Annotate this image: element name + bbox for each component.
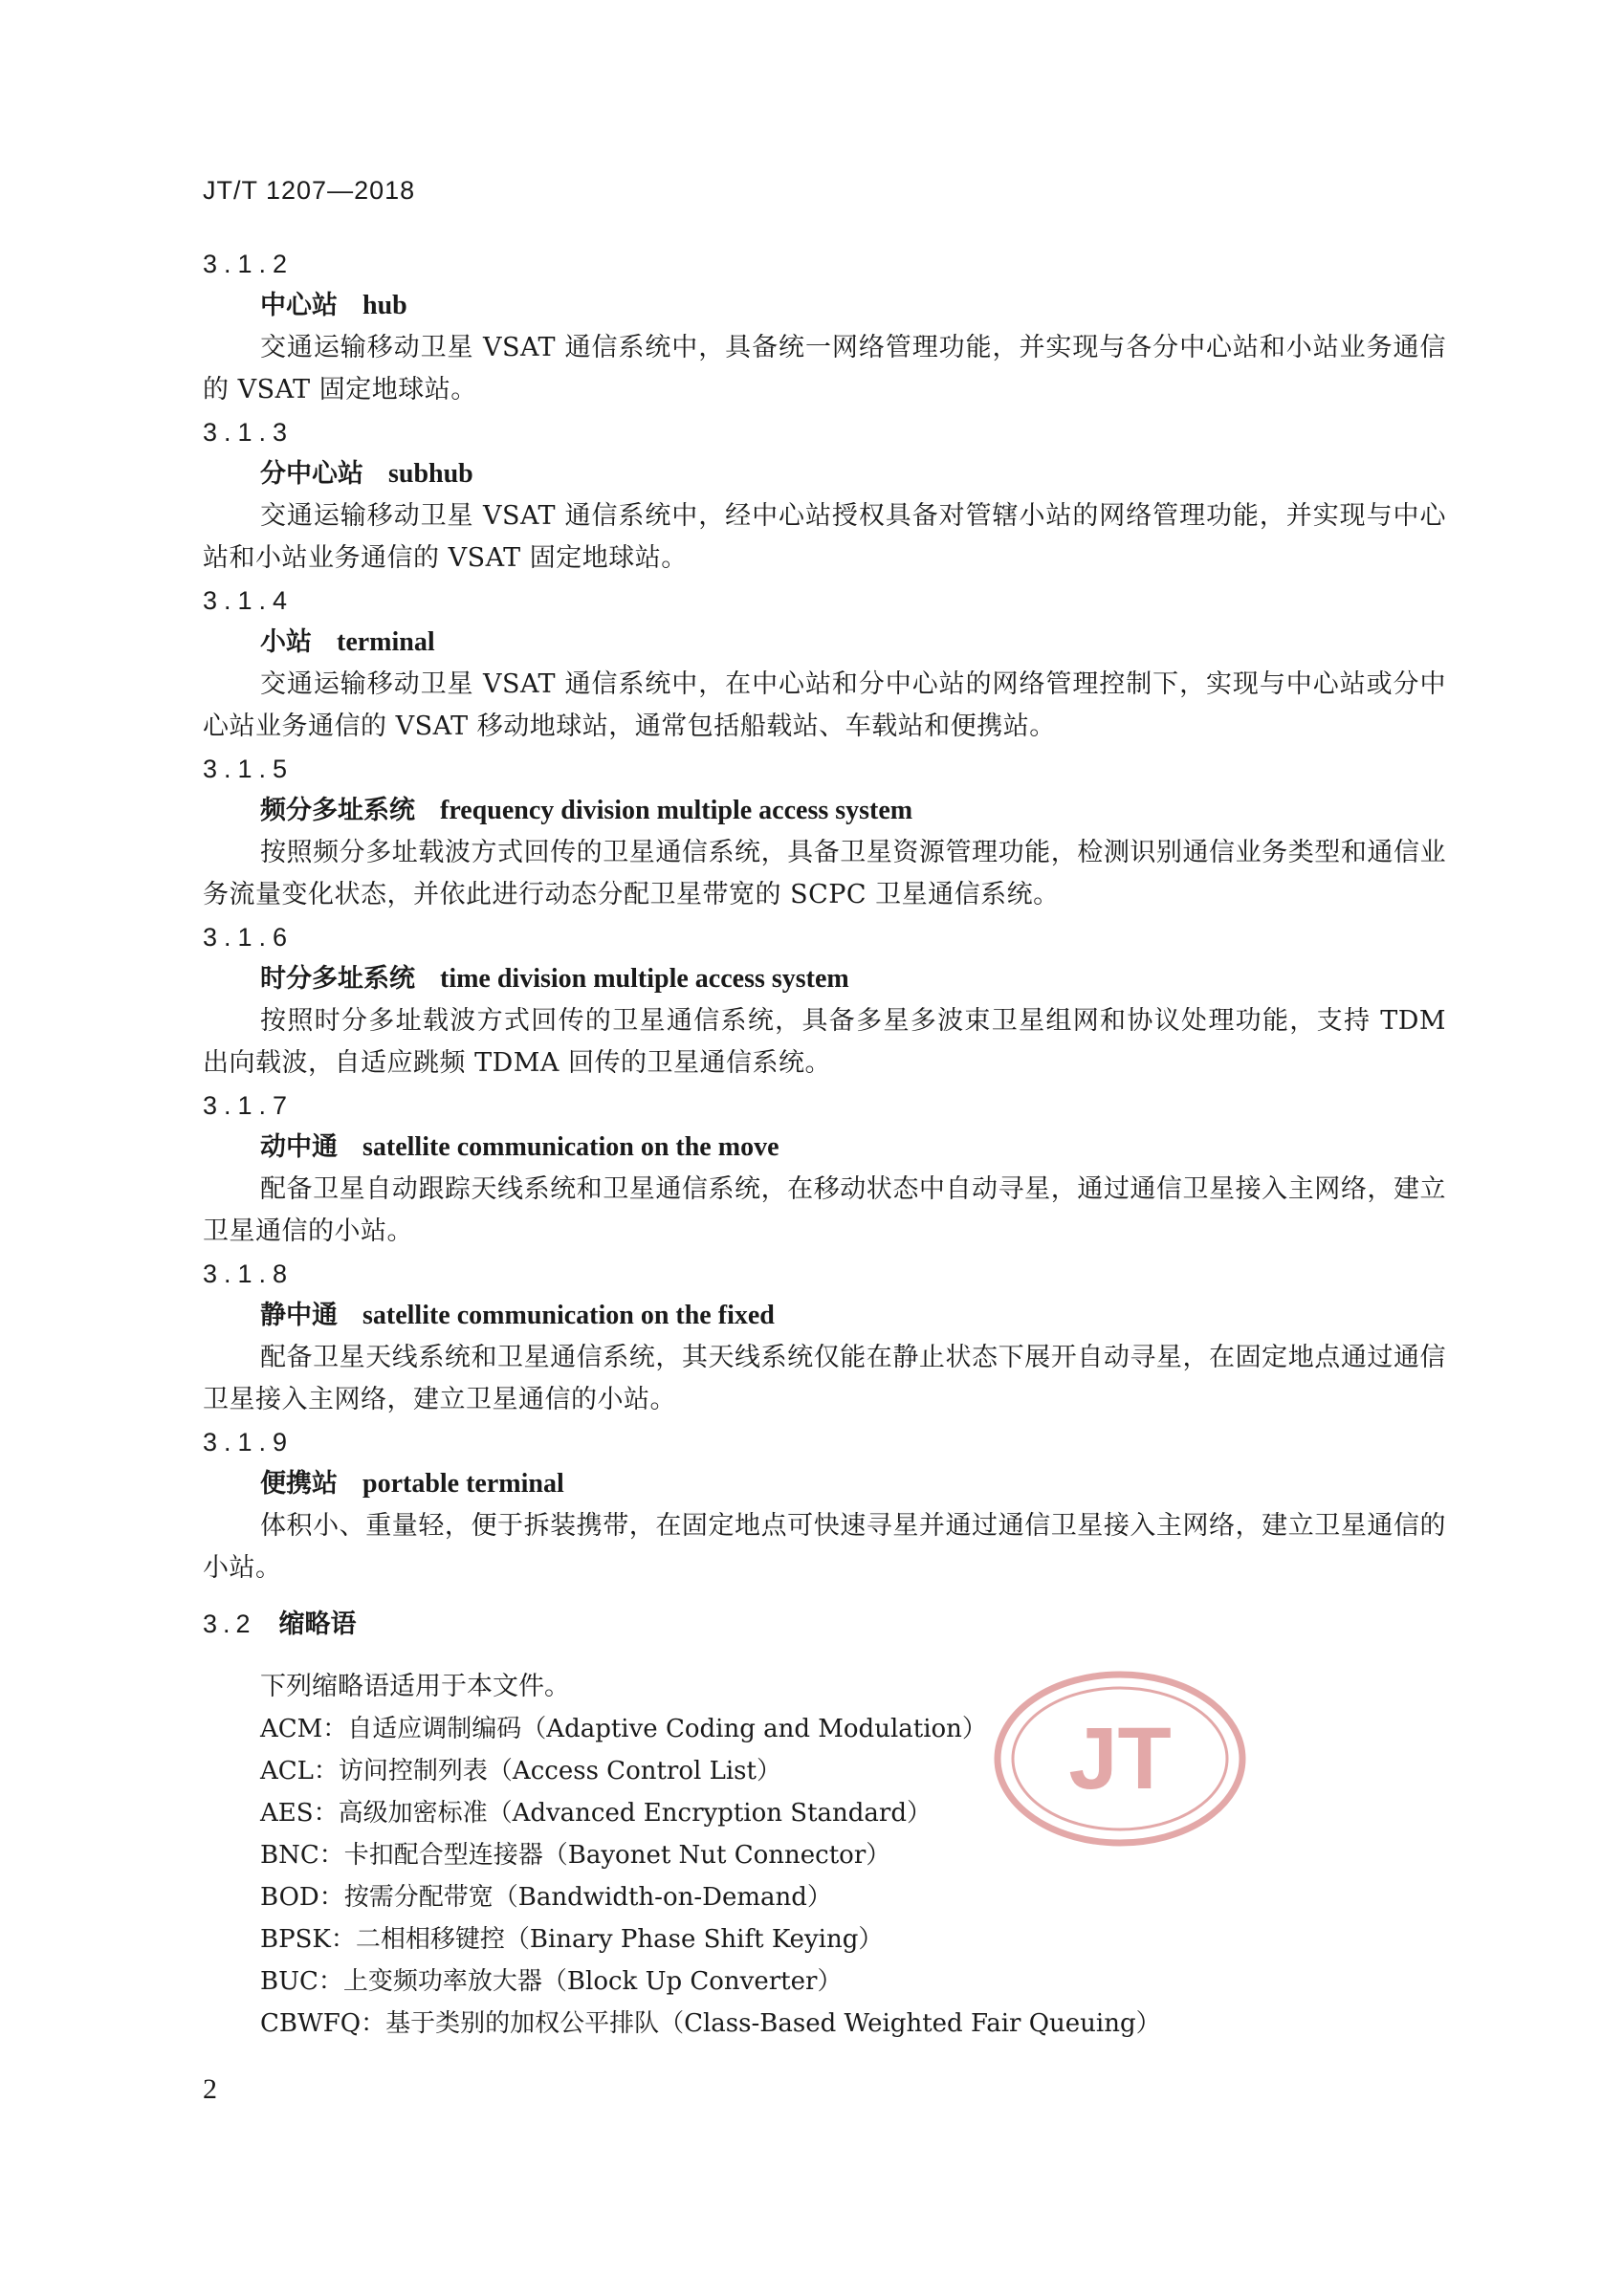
term-number: 3.1.8 bbox=[203, 1259, 295, 1288]
term-heading bbox=[203, 958, 1446, 1000]
terms-list bbox=[203, 243, 1446, 1589]
abbreviation-item: BPSK：二相相移键控（Binary Phase Shift Keying） bbox=[260, 1925, 884, 1954]
term-definition: 体积小、重量轻，便于拆装携带，在固定地点可快速寻星并通过通信卫星接入主网络，建立卫星通信的小站。 bbox=[203, 1511, 1446, 1583]
term-heading bbox=[203, 1127, 1446, 1169]
term-entry bbox=[203, 916, 1446, 1084]
term-heading bbox=[203, 453, 1446, 495]
term-en: hub bbox=[362, 291, 407, 320]
term-definition: 配备卫星自动跟踪天线系统和卫星通信系统，在移动状态中自动寻星，通过通信卫星接入主网络，建立卫星通信的小站。 bbox=[203, 1174, 1446, 1246]
term-entry bbox=[203, 748, 1446, 916]
section-title: 缩略语 bbox=[278, 1610, 357, 1639]
term-number: 3.1.4 bbox=[203, 586, 295, 615]
section-heading bbox=[203, 1603, 1446, 1645]
term-en: satellite communication on the fixed bbox=[362, 1301, 775, 1330]
term-en: portable terminal bbox=[362, 1469, 564, 1499]
term-en: satellite communication on the move bbox=[362, 1132, 779, 1162]
section-intro: 下列缩略语适用于本文件。 bbox=[260, 1672, 570, 1701]
abbreviation-item: BNC：卡扣配合型连接器（Bayonet Nut Connector） bbox=[260, 1841, 891, 1870]
term-heading bbox=[203, 285, 1446, 327]
term-number: 3.1.6 bbox=[203, 923, 295, 952]
page-number: 2 bbox=[203, 2073, 217, 2105]
term-number: 3.1.9 bbox=[203, 1428, 295, 1457]
document-code: JT/T 1207—2018 bbox=[203, 176, 416, 205]
abbreviation-item: BOD：按需分配带宽（Bandwidth-on-Demand） bbox=[260, 1883, 832, 1912]
term-definition: 交通运输移动卫星 VSAT 通信系统中，在中心站和分中心站的网络管理控制下，实现与中心站或分中心站业务通信的 VSAT 移动地球站，通常包括船载站、车载站和便携站。 bbox=[203, 669, 1446, 741]
term-number: 3.1.7 bbox=[203, 1091, 295, 1120]
term-en: terminal bbox=[337, 627, 435, 657]
abbreviation-item: BUC：上变频功率放大器（Block Up Converter） bbox=[260, 1967, 843, 1996]
term-en: subhub bbox=[388, 459, 473, 489]
term-entry bbox=[203, 580, 1446, 748]
term-number: 3.1.2 bbox=[203, 250, 295, 278]
term-zh: 动中通 bbox=[260, 1132, 338, 1162]
term-definition: 交通运输移动卫星 VSAT 通信系统中，具备统一网络管理功能，并实现与各分中心站和小站业务通信的 VSAT 固定地球站。 bbox=[203, 333, 1446, 405]
term-number: 3.1.5 bbox=[203, 755, 295, 783]
term-entry bbox=[203, 1421, 1446, 1589]
abbreviation-item: ACL：访问控制列表（Access Control List） bbox=[260, 1757, 781, 1785]
term-en: time division multiple access system bbox=[440, 964, 849, 994]
term-zh: 频分多址系统 bbox=[260, 796, 415, 825]
term-zh: 静中通 bbox=[260, 1301, 338, 1330]
section-number: 3.2 bbox=[203, 1610, 256, 1638]
term-zh: 分中心站 bbox=[260, 459, 363, 489]
term-definition: 按照频分多址载波方式回传的卫星通信系统，具备卫星资源管理功能，检测识别通信业务类型和通信业务流量变化状态，并依此进行动态分配卫星带宽的 SCPC 卫星通信系统。 bbox=[203, 838, 1446, 909]
term-entry bbox=[203, 1253, 1446, 1421]
term-entry bbox=[203, 243, 1446, 411]
abbreviation-item: ACM：自适应调制编码（Adaptive Coding and Modulation） bbox=[260, 1715, 987, 1743]
term-definition: 按照时分多址载波方式回传的卫星通信系统，具备多星多波束卫星组网和协议处理功能，支持 TDM 出向载波，自适应跳频 TDMA 回传的卫星通信系统。 bbox=[203, 1006, 1446, 1078]
term-entry bbox=[203, 1084, 1446, 1253]
abbreviation-item: AES：高级加密标准（Advanced Encryption Standard） bbox=[260, 1799, 932, 1828]
term-entry bbox=[203, 411, 1446, 580]
term-en: frequency division multiple access system bbox=[440, 796, 913, 825]
stamp-text: JT bbox=[1068, 1710, 1172, 1807]
term-zh: 小站 bbox=[260, 627, 312, 657]
term-definition: 配备卫星天线系统和卫星通信系统，其天线系统仅能在静止状态下展开自动寻星，在固定地点通过通信卫星接入主网络，建立卫星通信的小站。 bbox=[203, 1343, 1446, 1414]
term-number: 3.1.3 bbox=[203, 418, 295, 447]
term-definition: 交通运输移动卫星 VSAT 通信系统中，经中心站授权具备对管辖小站的网络管理功能，并实现与中心站和小站业务通信的 VSAT 固定地球站。 bbox=[203, 501, 1446, 573]
term-heading bbox=[203, 622, 1446, 664]
term-zh: 中心站 bbox=[260, 291, 338, 320]
jt-watermark-stamp bbox=[991, 1668, 1249, 1850]
abbreviation-item: CBWFQ：基于类别的加权公平排队（Class-Based Weighted Fair Queuing） bbox=[260, 2009, 1161, 2038]
abbreviation-list bbox=[203, 1708, 1446, 2045]
term-zh: 便携站 bbox=[260, 1469, 338, 1499]
document-body bbox=[203, 243, 1446, 2045]
term-heading bbox=[203, 1295, 1446, 1337]
term-heading bbox=[203, 1463, 1446, 1505]
term-zh: 时分多址系统 bbox=[260, 964, 415, 994]
term-heading bbox=[203, 790, 1446, 832]
